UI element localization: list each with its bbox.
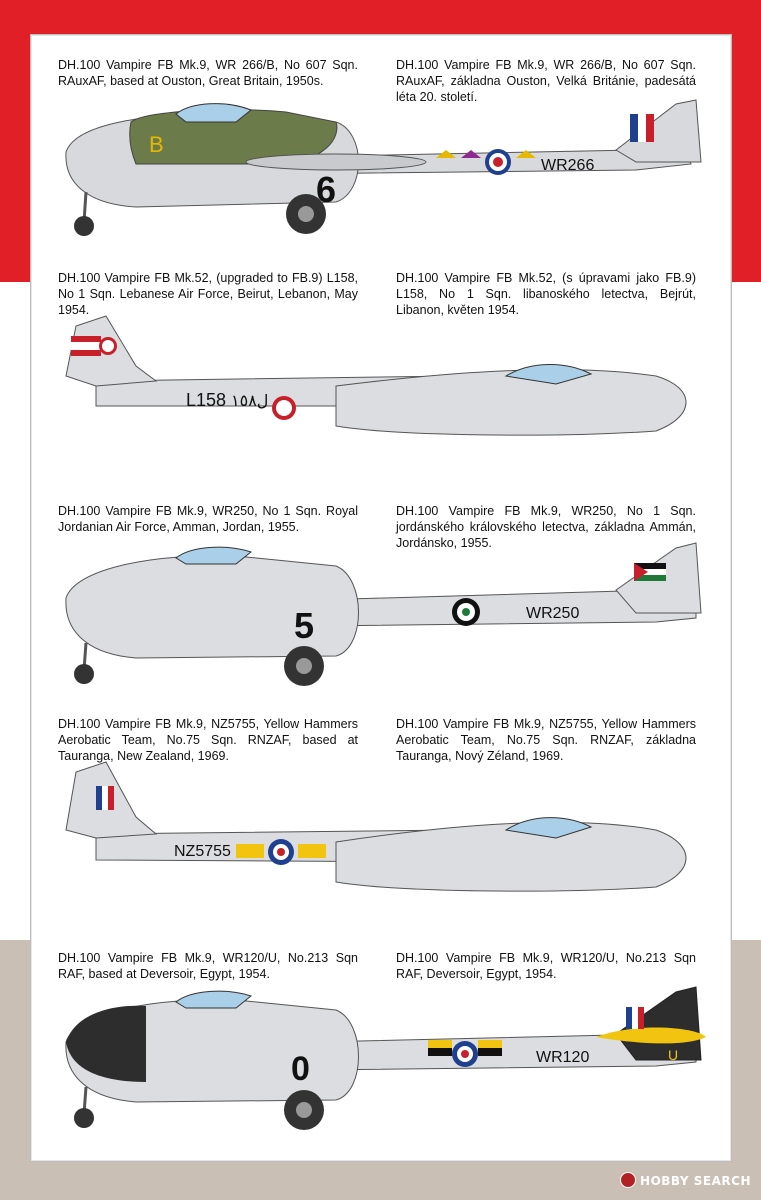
aircraft-profile-wr250: [36, 538, 726, 698]
watermark: [620, 1172, 751, 1188]
fuselage-code: 6: [316, 169, 337, 210]
serial: WR120: [536, 1049, 590, 1066]
serial: WR266: [541, 157, 595, 174]
caption-cz-3: DH.100 Vampire FB Mk.9, WR250, No 1 Sqn. jordánského královského letectva, základna Ammán, Jordánsko, 1955.: [396, 504, 696, 550]
nose-letter: B: [149, 132, 164, 157]
caption-en-4: DH.100 Vampire FB Mk.9, NZ5755, Yellow Hammers Aerobatic Team, No.75 Sqn. RNZAF, based at Tauranga, New Zealand, 1969.: [58, 717, 358, 763]
caption-cz-2: DH.100 Vampire FB Mk.52, (s úpravami jako FB.9) L158, No 1 Sqn. libanoského letectva, Bejrút, Libanon, květen 1954.: [396, 271, 696, 317]
fuselage-code: 0: [291, 1050, 310, 1088]
fin-letter: U: [668, 1047, 679, 1063]
caption-en-5: DH.100 Vampire FB Mk.9, WR120/U, No.213 Sqn RAF, based at Deversoir, Egypt, 1954.: [58, 951, 358, 981]
hobby-search-logo-icon: [620, 1172, 636, 1188]
caption-cz-4: DH.100 Vampire FB Mk.9, NZ5755, Yellow Hammers Aerobatic Team, No.75 Sqn. RNZAF, základna Tauranga, Nový Zéland, 1969.: [396, 717, 696, 763]
watermark-text: HOBBY SEARCH: [640, 1174, 751, 1188]
caption-cz-1: DH.100 Vampire FB Mk.9, WR 266/B, No 607 Sqn. RAuxAF, základna Ouston, Velká Británie, padesátá léta 20. století.: [396, 58, 696, 104]
caption-en-2: DH.100 Vampire FB Mk.52, (upgraded to FB.9) L158, No 1 Sqn. Lebanese Air Force, Beirut, Lebanon, May 1954.: [58, 271, 358, 317]
aircraft-profile-l158: [36, 306, 726, 466]
caption-en-1: DH.100 Vampire FB Mk.9, WR 266/B, No 607 Sqn. RAuxAF, based at Ouston, Great Britain, 1950s.: [58, 58, 358, 88]
serial: NZ5755: [174, 843, 231, 860]
caption-cz-5: DH.100 Vampire FB Mk.9, WR120/U, No.213 Sqn RAF, Deversoir, Egypt, 1954.: [396, 951, 696, 981]
fuselage-code: 5: [294, 605, 315, 646]
aircraft-profile-wr120: [36, 982, 726, 1142]
aircraft-profile-nz5755: [36, 752, 726, 922]
caption-en-3: DH.100 Vampire FB Mk.9, WR250, No 1 Sqn. Royal Jordanian Air Force, Amman, Jordan, 1955.: [58, 504, 358, 534]
aircraft-profile-wr266: [36, 92, 726, 252]
serial: L158: [186, 390, 227, 410]
serial: WR250: [526, 605, 580, 622]
fin-flash-blue: [630, 114, 638, 142]
serial-arabic: ل١٥٨: [231, 391, 269, 410]
